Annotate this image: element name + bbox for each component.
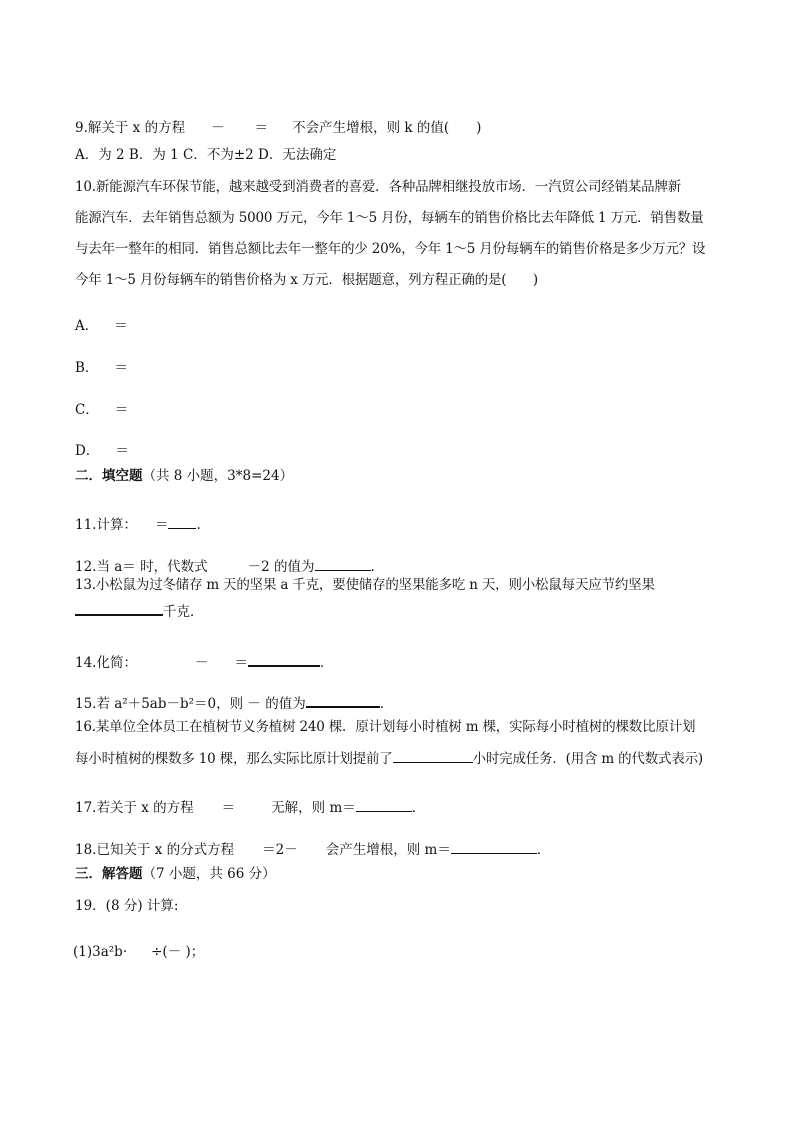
q17-label: 17.若关于 x 的方程 (75, 800, 194, 816)
q11 (75, 514, 201, 535)
q12-mid: －2 的值为 (247, 559, 315, 575)
q9-options: A．为 2 B．为 1 C．不为±2 D．无法确定 (75, 147, 337, 163)
q10-line1: 10.新能源汽车环保节能，越来越受到消费者的喜爱．各种品牌相继投放市场．一汽贸公司经销某品牌新 (75, 179, 682, 195)
q17-text: 无解，则 m＝ (271, 800, 356, 816)
q19-stem: 19．(8 分) 计算: (75, 898, 179, 914)
section3-heading (75, 864, 276, 884)
q16-text-a: 每小时植树的棵数多 10 棵，那么实际比原计划提前了 (75, 751, 393, 767)
q9-stem-text: 9.解关于 x 的方程 (75, 120, 186, 136)
q10-option-a (75, 316, 128, 336)
q10-option-c-label: C． (75, 402, 99, 418)
q10-option-b-eq: ＝ (114, 360, 128, 376)
q10-option-a-eq: ＝ (114, 318, 128, 334)
section3-note: （7 小题，共 66 分） (142, 866, 276, 882)
q10-line4: 今年 1～5 月份每辆车的销售价格为 x 万元．根据题意，列方程正确的是( ) (75, 272, 538, 288)
q17-period: ． (411, 800, 426, 816)
q19-part1-text-a: (1)3a²b· (73, 944, 128, 960)
q16-text-b: 小时完成任务．(用含 m 的代数式表示) (472, 751, 703, 767)
q18-text: 会产生增根，则 m＝ (325, 842, 451, 858)
q16-line1: 16.某单位全体员工在植树节义务植树 240 棵．原计划每小时植树 m 棵，实际每小时植树的棵数比原计划 (75, 719, 696, 735)
q17-answer-blank[interactable] (356, 797, 412, 812)
q10-option-b (75, 358, 128, 378)
q9-stem-tail: 不会产生增根，则 k 的值( ) (292, 120, 482, 136)
section2-note: （共 8 小题，3*8=24） (142, 468, 294, 484)
q10-option-a-label: A． (75, 318, 99, 334)
q18-label: 18.已知关于 x 的分式方程 (75, 842, 235, 858)
q11-period: . (196, 517, 201, 533)
q13-answer-blank[interactable] (75, 600, 163, 616)
q17-equals: ＝ (221, 800, 236, 816)
section2-title: 二．填空题 (75, 468, 143, 484)
q12-label: 12.当 a＝ 时，代数式 (75, 559, 208, 575)
q15-answer-blank[interactable] (306, 692, 380, 708)
q16-answer-blank[interactable] (393, 748, 473, 763)
q14-minus: － (194, 655, 209, 671)
q13-line2 (75, 600, 204, 622)
section3-title: 三．解答题 (75, 866, 143, 882)
q14-equals: ＝ (234, 655, 248, 671)
q18-mid: ＝2－ (262, 842, 298, 858)
q13-line1: 13.小松鼠为过冬储存 m 天的坚果 a 千克，要使储存的坚果能多吃 n 天，则小松鼠每天应节约坚果 (75, 577, 655, 593)
q15-period: ． (379, 696, 394, 712)
q12 (75, 556, 375, 577)
q12-period: . (370, 559, 375, 575)
q18 (75, 839, 550, 860)
q13-unit: 千克． (163, 604, 204, 620)
q9-stem (75, 118, 481, 138)
q10-option-c (75, 400, 128, 420)
q17 (75, 797, 425, 818)
q10-line3: 与去年一整年的相同．销售总额比去年一整年的少 20%，今年 1～5 月份每辆车的销售价格是多少万元？设 (75, 241, 706, 257)
q15-label: 15.若 a²＋5ab－b²＝0，则 － 的值为 (75, 696, 306, 712)
q18-period: ． (536, 842, 551, 858)
section2-heading (75, 466, 293, 486)
q12-answer-blank[interactable] (315, 556, 371, 571)
q9-equals: ＝ (254, 120, 269, 136)
q14-label: 14.化简： (75, 655, 137, 671)
q10-option-d-label: D． (75, 443, 100, 459)
q19-part1-text-b: ÷(－ )； (151, 944, 205, 960)
q10-option-c-eq: ＝ (114, 402, 129, 418)
q11-label: 11.计算： (75, 517, 137, 533)
q11-equals: ＝ (154, 517, 169, 533)
q10-option-b-label: B． (75, 360, 99, 376)
q14-answer-blank[interactable] (248, 651, 320, 667)
q10-option-d-eq: ＝ (115, 443, 129, 459)
q14 (75, 651, 333, 673)
q15 (75, 692, 393, 714)
q11-answer-blank[interactable] (168, 514, 196, 529)
q16-line2 (75, 748, 703, 769)
q18-answer-blank[interactable] (451, 839, 537, 854)
q10-line2: 能源汽车．去年销售总额为 5000 万元，今年 1～5 月份，每辆车的销售价格比去年降低 1 万元．销售数量 (75, 210, 704, 226)
q9-minus: － (211, 120, 225, 136)
q10-option-d (75, 441, 129, 461)
q19-part1 (73, 942, 204, 962)
q14-period: ． (319, 655, 334, 671)
